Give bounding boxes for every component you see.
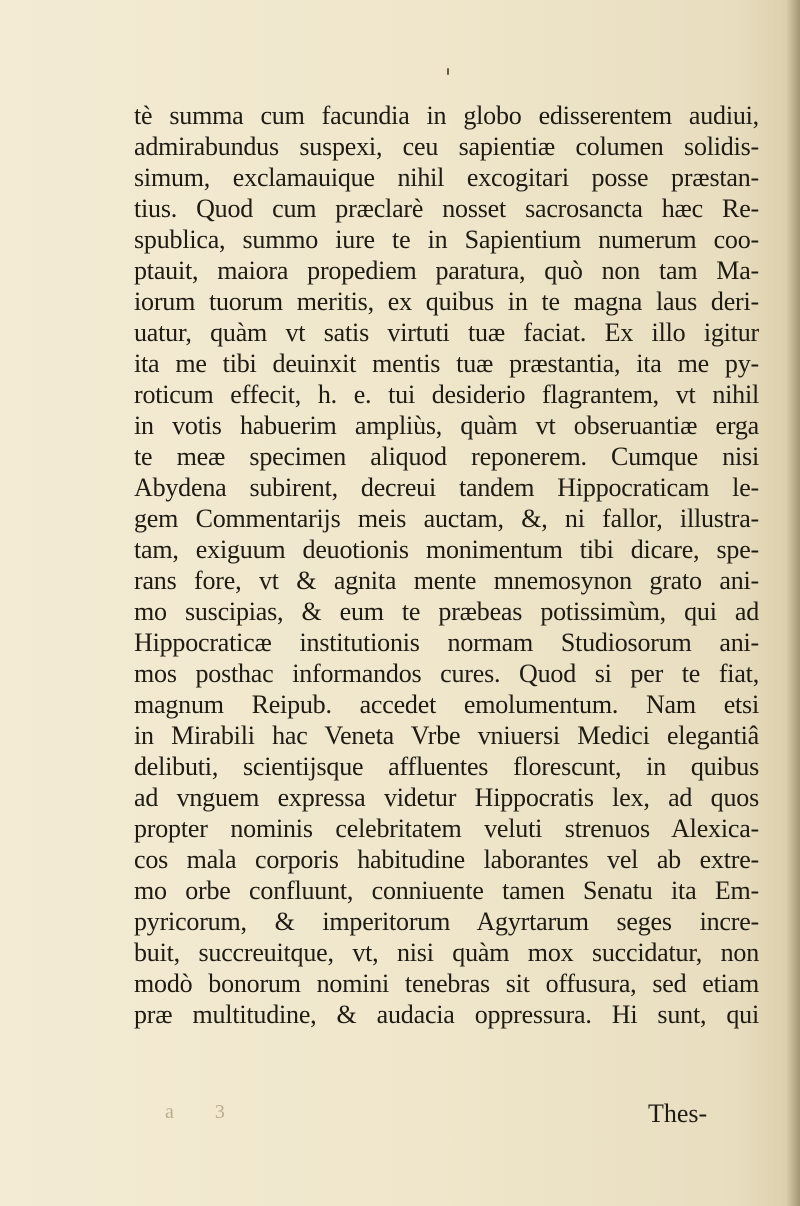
ink-speck <box>447 68 449 75</box>
text-line: spublica, summo iure te in Sapientium numerum coo- <box>134 225 759 254</box>
text-line: cos mala corporis habitudine laborantes vel ab extre- <box>134 845 759 874</box>
text-line: Abydena subirent, decreui tandem Hippocraticam le- <box>134 473 759 502</box>
text-line: uatur, quàm vt satis virtuti tuæ faciat. Ex illo igitur <box>134 318 759 347</box>
text-line: pyricorum, & imperitorum Agyrtarum seges incre- <box>134 907 759 936</box>
text-line: tam, exiguum deuotionis monimentum tibi dicare, spe- <box>134 535 759 564</box>
text-line: delibuti, scientijsque affluentes florescunt, in quibus <box>134 752 759 781</box>
text-line: buit, succreuitque, vt, nisi quàm mox succidatur, non <box>134 938 759 967</box>
text-line: simum, exclamauique nihil excogitari posse præstan- <box>134 163 759 192</box>
text-line: admirabundus suspexi, ceu sapientiæ columen solidis- <box>134 132 759 161</box>
text-line: gem Commentarijs meis auctam, &, ni fallor, illustra- <box>134 504 759 533</box>
text-line: tè summa cum facundia in globo edisserentem audiui, <box>134 101 759 130</box>
text-line: mo orbe confluunt, conniuente tamen Senatu ita Em- <box>134 876 759 905</box>
text-line: ad vnguem expressa videtur Hippocratis lex, ad quos <box>134 783 759 812</box>
text-line: tius. Quod cum præclarè nosset sacrosancta hæc Re- <box>134 194 759 223</box>
text-line: ita me tibi deuinxit mentis tuæ præstantia, ita me py- <box>134 349 759 378</box>
text-line: propter nominis celebritatem veluti strenuos Alexica- <box>134 814 759 843</box>
page-edge-shadow <box>786 0 800 1206</box>
text-line: mos posthac informandos cures. Quod si per te fiat, <box>134 659 759 688</box>
text-line: Hippocraticæ institutionis normam Studiosorum ani- <box>134 628 759 657</box>
text-line: mo suscipias, & eum te præbeas potissimùm, qui ad <box>134 597 759 626</box>
text-line: ptauit, maiora propediem paratura, quò non tam Ma- <box>134 256 759 285</box>
text-line: præ multitudine, & audacia oppressura. Hi sunt, qui <box>134 1000 759 1029</box>
page-footer <box>130 1097 770 1131</box>
text-line: modò bonorum nomini tenebras sit offusura, sed etiam <box>134 969 759 998</box>
text-line: roticum effecit, h. e. tui desiderio flagrantem, vt nihil <box>134 380 759 409</box>
catchword: Thes- <box>648 1099 708 1128</box>
text-line: te meæ specimen aliquod reponerem. Cumque nisi <box>134 442 759 471</box>
text-line: magnum Reipub. accedet emolumentum. Nam etsi <box>134 690 759 719</box>
text-line: in Mirabili hac Veneta Vrbe vniuersi Medici elegantiâ <box>134 721 759 750</box>
text-line: in votis habuerim ampliùs, quàm vt obseruantiæ erga <box>134 411 759 440</box>
text-line: rans fore, vt & agnita mente mnemosynon grato ani- <box>134 566 759 595</box>
body-text <box>134 100 764 1030</box>
signature-mark: a 3 <box>165 1101 243 1123</box>
text-line: iorum tuorum meritis, ex quibus in te magna laus deri- <box>134 287 759 316</box>
